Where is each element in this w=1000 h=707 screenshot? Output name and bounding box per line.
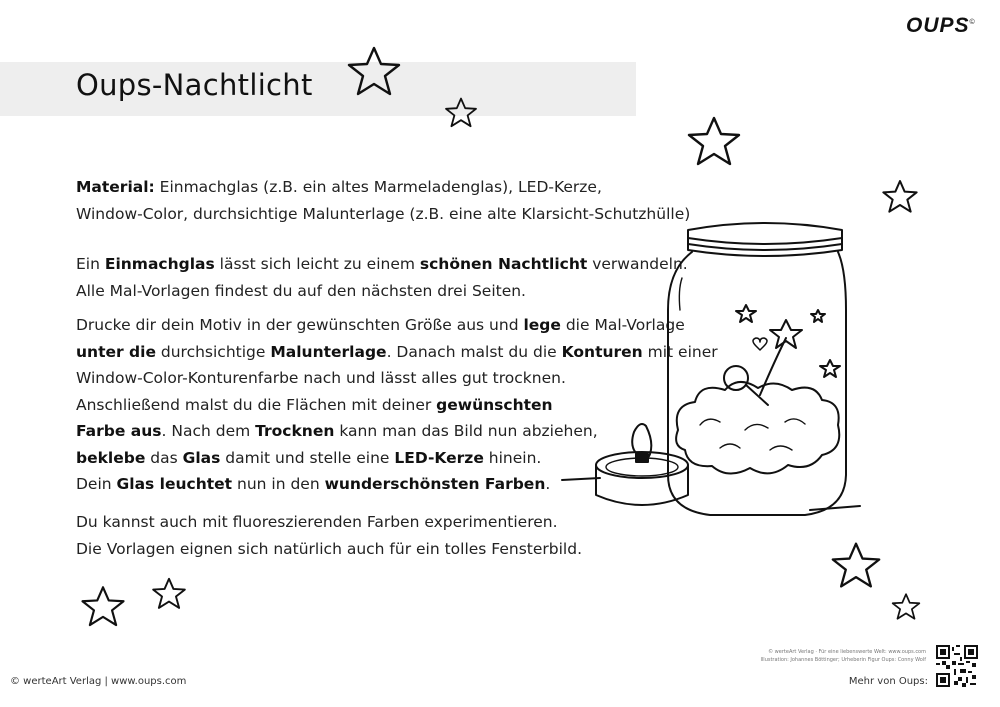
more-from-oups-label: Mehr von Oups: — [848, 676, 928, 687]
material-label: Material: — [76, 178, 155, 196]
material-line-2: Window-Color, durchsichtige Malunterlage (z.B. eine alte Klarsicht-Schutzhülle) — [76, 204, 691, 223]
instr-bold: Glas — [182, 448, 221, 467]
intro-text: Ein — [76, 255, 105, 273]
qr-code-icon[interactable] — [936, 645, 978, 687]
instr-text: Anschließend malst du die Flächen mit deiner — [76, 395, 437, 414]
instr-text: kann man das Bild nun abziehen, — [334, 422, 598, 440]
logo-text: OUPS — [906, 14, 970, 37]
star-icon — [344, 44, 404, 100]
instr-text: das — [145, 448, 183, 467]
page-title: Oups-Nachtlicht — [76, 68, 313, 102]
instr-bold: lege — [523, 316, 561, 334]
outro-paragraph — [76, 509, 582, 562]
instr-text: nun in den — [232, 475, 325, 493]
instr-text: mit einer — [642, 342, 718, 361]
instr-bold: Trocknen — [255, 422, 335, 440]
instr-bold: Malunterlage — [270, 342, 387, 361]
intro-line-2: Alle Mal-Vorlagen findest du auf den nächsten drei Seiten. — [76, 281, 526, 300]
intro-bold: Einmachglas — [104, 255, 215, 273]
instr-text: hinein. — [483, 448, 542, 467]
outro-line-2: Die Vorlagen eignen sich natürlich auch für ein tolles Fensterbild. — [76, 539, 583, 558]
instr-text: durchsichtige — [155, 342, 271, 361]
instr-bold: Glas leuchtet — [116, 475, 233, 493]
instr-bold: wunderschönsten Farben — [324, 475, 546, 493]
instr-bold: LED-Kerze — [394, 448, 484, 467]
instr-bold: unter die — [76, 342, 156, 361]
star-icon — [890, 592, 922, 622]
instr-text: . Nach dem — [161, 422, 256, 440]
star-icon — [684, 114, 744, 170]
intro-text: verwandeln. — [587, 255, 688, 273]
footer-copyright: © werteArt Verlag | www.oups.com — [10, 676, 187, 687]
intro-text: lässt sich leicht zu einem — [214, 255, 420, 273]
star-icon — [443, 96, 479, 130]
instr-text: Drucke dir dein Motiv in der gewünschten Größe aus und — [76, 316, 524, 334]
material-line-1: Einmachglas (z.B. ein altes Marmeladenglas), LED-Kerze, — [154, 178, 602, 196]
logo-mark: © — [969, 19, 976, 26]
star-icon — [880, 178, 920, 216]
instr-bold: gewünschten — [436, 395, 553, 414]
star-icon — [828, 540, 884, 592]
outro-line-1: Du kannst auch mit fluoreszierenden Farben experimentieren. — [76, 513, 558, 531]
instr-bold: Konturen — [561, 342, 643, 361]
instr-text: damit und stelle eine — [220, 448, 395, 467]
instr-text: . Danach malst du die — [386, 342, 562, 361]
oups-logo — [906, 14, 976, 38]
instr-text: . — [545, 475, 551, 493]
star-icon — [150, 576, 188, 612]
star-icon — [78, 584, 128, 630]
instr-text: Window-Color-Konturenfarbe nach und lässt alles gut trocknen. — [76, 369, 566, 387]
credit-line-2: Illustration: Johannes Böttinger; Urheberin Figur Oups: Conny Wolf — [760, 657, 926, 663]
intro-bold: schönen Nachtlicht — [419, 255, 588, 273]
instr-bold: Farbe aus — [76, 422, 162, 440]
instr-text: Dein — [76, 475, 117, 493]
instr-text: die Mal-Vorlage — [560, 316, 685, 334]
instr-bold: beklebe — [76, 448, 146, 467]
jar-illustration — [560, 210, 880, 540]
credit-line-1: © werteArt Verlag · Für eine liebenswerte Welt: www.oups.com — [768, 649, 926, 655]
credits — [760, 648, 926, 664]
